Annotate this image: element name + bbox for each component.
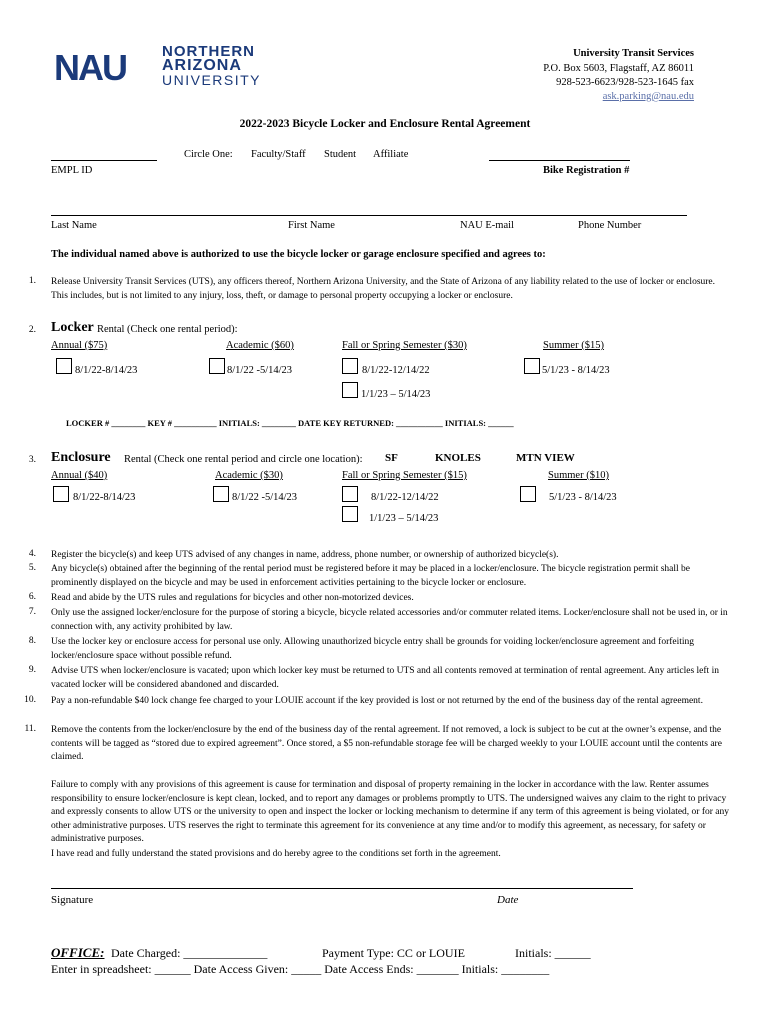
- location-sf[interactable]: SF: [385, 452, 398, 464]
- locker-annual-label: Annual ($75): [51, 340, 108, 351]
- item-9-text: Advise UTS when locker/enclosure is vacated; upon which locker key must be returned to UTS and all contents removed at termination of rental agreement. Any articles left in vacated locker will be considered abandoned and discarded.: [51, 666, 719, 690]
- locker-academic-checkbox[interactable]: [209, 358, 225, 374]
- enclosure-fall-dates: 8/1/22-12/14/22: [371, 492, 439, 503]
- locker-spring-checkbox[interactable]: [342, 382, 358, 398]
- locker-subtitle: Rental (Check one rental period):: [97, 324, 238, 335]
- enclosure-subtitle: Rental (Check one rental period and circle one location):: [124, 454, 363, 465]
- office-label: OFFICE:: [51, 945, 105, 960]
- option-faculty-staff[interactable]: Faculty/Staff: [251, 149, 306, 160]
- bike-registration-field[interactable]: [489, 160, 630, 161]
- logo-line-3: UNIVERSITY: [162, 72, 262, 88]
- locker-spring-dates: 1/1/23 – 5/14/23: [361, 389, 431, 400]
- header-org: University Transit Services: [573, 48, 694, 59]
- item-6-number: 6.: [28, 592, 36, 602]
- empl-id-label: EMPL ID: [51, 165, 93, 176]
- item-2-number: 2.: [28, 325, 36, 335]
- signature-line[interactable]: [51, 888, 633, 889]
- enclosure-spring-checkbox[interactable]: [342, 506, 358, 522]
- locker-semester-label: Fall or Spring Semester ($30): [342, 340, 467, 351]
- enclosure-annual-label: Annual ($40): [51, 470, 108, 481]
- item-5-text: Any bicycle(s) obtained after the beginning of the rental period must be registered before it may be placed in a locker/enclosure. The bicycle registration permit shall be prominently displayed on the bicycle and may be used in enforcement activities pertaining to the bicycle locker or enclosure.: [51, 564, 690, 588]
- date-label: Date: [497, 894, 519, 906]
- option-affiliate[interactable]: Affiliate: [373, 149, 409, 160]
- enclosure-academic-label: Academic ($30): [215, 470, 283, 481]
- header-email-link[interactable]: ask.parking@nau.edu: [602, 91, 694, 102]
- acknowledgement-text: I have read and fully understand the stated provisions and do hereby agree to the conditions set forth in the agreement.: [51, 849, 501, 859]
- item-11-number: 11.: [24, 724, 36, 734]
- enclosure-academic-dates: 8/1/22 -5/14/23: [232, 492, 298, 503]
- name-contact-field[interactable]: [51, 215, 687, 216]
- empl-id-field[interactable]: [51, 160, 157, 161]
- nau-logo-wordmark: [162, 45, 261, 87]
- item-8-text: Use the locker key or enclosure access for personal use only. Allowing unauthorized bicycle entry shall be grounds for voiding locker/enclosure agreement and forfeiting locker/enclosure space without possible refund.: [51, 637, 695, 661]
- locker-annual-dates: 8/1/22-8/14/23: [75, 365, 138, 376]
- locker-summer-checkbox[interactable]: [524, 358, 540, 374]
- item-3-number: 3.: [28, 455, 36, 465]
- item-7-number: 7.: [28, 607, 36, 617]
- locker-fall-checkbox[interactable]: [342, 358, 358, 374]
- item-6-text: Read and abide by the UTS rules and regulations for bicycles and other non-motorized devices.: [51, 593, 414, 603]
- item-4-number: 4.: [28, 549, 36, 559]
- enclosure-summer-dates: 5/1/23 - 8/14/23: [549, 492, 617, 503]
- item-4-text: Register the bicycle(s) and keep UTS advised of any changes in name, address, phone number, or ownership of authorized bicycle(s).: [51, 550, 559, 560]
- enclosure-fall-checkbox[interactable]: [342, 486, 358, 502]
- first-name-label: First Name: [288, 220, 335, 231]
- circle-one-label: Circle One:: [184, 149, 233, 160]
- last-name-label: Last Name: [51, 220, 97, 231]
- locker-fall-dates: 8/1/22-12/14/22: [362, 365, 430, 376]
- item-10-text: Pay a non-refundable $40 lock change fee charged to your LOUIE account if the key provided is lost or not returned by the end of the business day of the rental agreement.: [51, 696, 703, 706]
- item-1-number: 1.: [28, 276, 36, 286]
- nau-logo-mark: NAU: [54, 47, 126, 88]
- bike-registration-label: Bike Registration #: [543, 165, 630, 176]
- header-phone: 928-523-6623/928-523-1645 fax: [556, 77, 694, 88]
- locker-academic-label: Academic ($60): [226, 340, 294, 351]
- intro-statement: The individual named above is authorized to use the bicycle locker or garage enclosure specified and agrees to:: [51, 249, 546, 260]
- item-1-text: Release University Transit Services (UTS), any officers thereof, Northern Arizona University, and the State of Arizona of any liability related to the use of locker or enclosure. This includes, but is not limited to any injury, loss, theft, or damage to personal property occupying a locker or enclosure.: [51, 277, 716, 301]
- phone-number-label: Phone Number: [578, 220, 642, 231]
- office-date-charged[interactable]: Date Charged: ______________: [111, 946, 268, 960]
- enclosure-summer-checkbox[interactable]: [520, 486, 536, 502]
- locker-heading: Locker: [51, 320, 94, 335]
- page-title: 2022-2023 Bicycle Locker and Enclosure Rental Agreement: [239, 118, 531, 130]
- enclosure-spring-dates: 1/1/23 – 5/14/23: [369, 513, 439, 524]
- option-student[interactable]: Student: [324, 149, 357, 160]
- logo-line-2: ARIZONA: [162, 57, 242, 74]
- locker-academic-dates: 8/1/22 -5/14/23: [227, 365, 293, 376]
- item-11-text: Remove the contents from the locker/enclosure by the end of the business day of the rental agreement. If not removed, a lock is subject to be cut at the owner’s expense, and the contents will be tagged as “stored due to expired agreement”. Once stored, a $5 non-refundable storage fee will be charged weekly to your LOUIE account until the contents are claimed.: [51, 725, 722, 763]
- enclosure-summer-label: Summer ($10): [548, 470, 609, 481]
- enclosure-annual-checkbox[interactable]: [53, 486, 69, 502]
- locker-summer-dates: 5/1/23 - 8/14/23: [542, 365, 610, 376]
- locker-annual-checkbox[interactable]: [56, 358, 72, 374]
- enclosure-annual-dates: 8/1/22-8/14/23: [73, 492, 136, 503]
- locker-summer-label: Summer ($15): [543, 340, 604, 351]
- office-spreadsheet-line[interactable]: Enter in spreadsheet: ______ Date Access Given: _____ Date Access Ends: _______ Initials: ________: [51, 962, 550, 976]
- office-payment-type[interactable]: Payment Type: CC or LOUIE: [322, 946, 465, 960]
- enclosure-academic-checkbox[interactable]: [213, 486, 229, 502]
- enclosure-semester-label: Fall or Spring Semester ($15): [342, 470, 467, 481]
- enclosure-heading: Enclosure: [51, 450, 111, 465]
- location-mtn-view[interactable]: MTN VIEW: [516, 452, 575, 464]
- item-8-number: 8.: [28, 636, 36, 646]
- nau-email-label: NAU E-mail: [460, 220, 514, 231]
- item-10-number: 10.: [24, 695, 36, 705]
- signature-label: Signature: [51, 894, 94, 906]
- item-7-text: Only use the assigned locker/enclosure for the purpose of storing a bicycle, bicycle related accessories and/or commuter related items. Locker/enclosure shall not be used in, or in connection with, any activity prohibited by law.: [51, 608, 728, 632]
- item-5-number: 5.: [28, 563, 36, 573]
- locker-key-line[interactable]: LOCKER # ________ KEY # __________ INITIALS: ________ DATE KEY RETURNED: ___________ INITIALS: ______: [66, 418, 514, 428]
- failure-paragraph: Failure to comply with any provisions of this agreement is cause for termination and disposal of property remaining in the locker in accordance with the law. Renter assumes responsibility to ensure locker/enclosure is kept clean, locked, and to report any damages or problems promptly to UTS. The undersigned waives any claim to the right to privacy and expressly consents to allow UTS or the university to open and inspect the locker or locking mechanism to determine if any term of this agreement is being violated, or for any other administrative purposes. UTS reserves the right to terminate this agreement for its convenience at any time and/or to modify this agreement, as necessary, for safety or administrative purposes.: [51, 780, 730, 845]
- logo-line-1: NORTHERN: [162, 43, 255, 60]
- item-9-number: 9.: [28, 665, 36, 675]
- office-initials[interactable]: Initials: ______: [515, 946, 591, 960]
- location-knoles[interactable]: KNOLES: [435, 452, 481, 464]
- header-address: P.O. Box 5603, Flagstaff, AZ 86011: [543, 63, 694, 74]
